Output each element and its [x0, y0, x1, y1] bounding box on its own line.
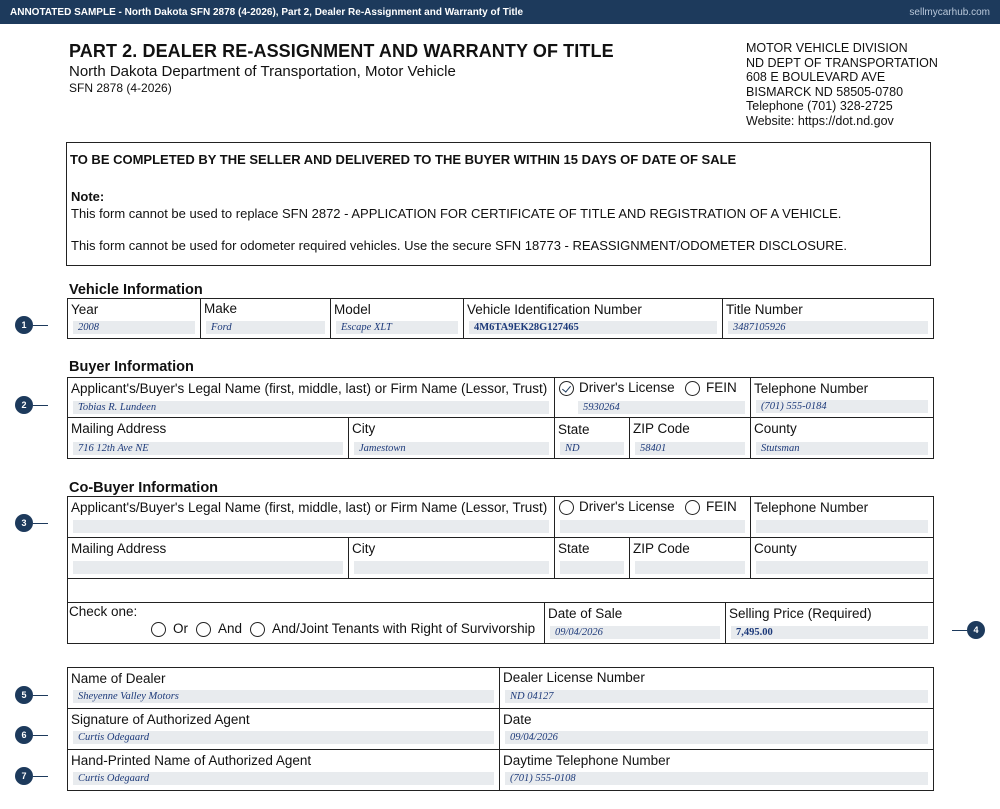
note-line-1: This form cannot be used to replace SFN 2872 - APPLICATION FOR CERTIFICATE OF TITLE AND REGISTRATION OF A VEHICLE. — [71, 206, 842, 221]
model-label: Model — [334, 302, 371, 317]
printed-name-field[interactable]: Curtis Odegaard — [73, 772, 494, 785]
make-cell — [201, 299, 331, 339]
dealer-phone-label: Daytime Telephone Number — [503, 753, 671, 768]
buyer-fein-radio[interactable] — [685, 381, 700, 396]
cobuyer-address-cell — [68, 538, 349, 579]
notice-heading: TO BE COMPLETED BY THE SELLER AND DELIVERED TO THE BUYER WITHIN 15 DAYS OF DATE OF SALE — [70, 152, 737, 167]
cobuyer-phone-field[interactable] — [756, 520, 928, 533]
title-number-field[interactable]: 3487105926 — [728, 321, 928, 334]
cobuyer-phone-cell — [751, 497, 934, 538]
form-number: SFN 2878 (4-2026) — [69, 81, 172, 95]
cobuyer-name-cell — [68, 497, 555, 538]
buyer-phone-cell — [751, 378, 934, 418]
fein-label: FEIN — [706, 380, 737, 395]
ownership-cell — [68, 603, 545, 644]
buyer-drivers-license-radio[interactable] — [559, 381, 574, 396]
selling-price-label: Selling Price (Required) — [729, 606, 872, 621]
buyer-county-cell — [751, 418, 934, 459]
cobuyer-county-cell — [751, 538, 934, 579]
buyer-phone-field[interactable]: (701) 555-0184 — [756, 400, 928, 413]
printed-name-label: Hand-Printed Name of Authorized Agent — [71, 753, 312, 768]
banner-title: ANNOTATED SAMPLE - North Dakota SFN 2878 (4-2026), Part 2, Dealer Re-Assignment and Warranty of Title — [10, 7, 524, 18]
cobuyer-name-field[interactable] — [73, 520, 549, 533]
annotation-marker-4: 4 — [967, 621, 985, 639]
ownership-and-label: And — [218, 621, 243, 636]
cobuyer-county-label: County — [754, 541, 797, 556]
buyer-state-cell — [555, 418, 630, 459]
title-number-cell — [723, 299, 934, 339]
address-line: Website: https://dot.nd.gov — [746, 113, 894, 128]
cobuyer-address-field[interactable] — [73, 561, 343, 574]
vin-label: Vehicle Identification Number — [467, 302, 642, 317]
annotation-leader — [33, 695, 48, 696]
buyer-city-field[interactable]: Jamestown — [354, 442, 549, 455]
form-title: PART 2. DEALER RE-ASSIGNMENT AND WARRANTY OF TITLE — [69, 41, 614, 61]
annotation-marker-7: 7 — [15, 767, 33, 785]
annotation-marker-5: 5 — [15, 686, 33, 704]
fein-label: FEIN — [706, 499, 737, 514]
dealer-date-cell — [500, 709, 934, 750]
annotation-leader — [33, 776, 48, 777]
ownership-and-radio[interactable] — [196, 622, 211, 637]
cobuyer-state-field[interactable] — [560, 561, 624, 574]
address-line: MOTOR VEHICLE DIVISION — [746, 41, 908, 55]
dealer-license-label: Dealer License Number — [503, 670, 645, 685]
selling-price-cell — [726, 603, 934, 644]
cobuyer-state-cell — [555, 538, 630, 579]
buyer-county-field[interactable]: Stutsman — [756, 442, 928, 455]
cobuyer-address-label: Mailing Address — [71, 541, 167, 556]
cobuyer-drivers-license-radio[interactable] — [559, 500, 574, 515]
top-banner — [0, 0, 1000, 24]
title-number-label: Title Number — [726, 302, 803, 317]
cobuyer-id-cell — [555, 497, 751, 538]
date-of-sale-cell — [545, 603, 726, 644]
drivers-license-label: Driver's License — [579, 499, 675, 514]
buyer-name-cell — [68, 378, 555, 418]
dealer-name-field[interactable]: Sheyenne Valley Motors — [73, 690, 494, 703]
vin-field[interactable]: 4M6TA9EK28G127465 — [469, 321, 717, 334]
cobuyer-city-label: City — [352, 541, 376, 556]
model-field[interactable]: Escape XLT — [336, 321, 458, 334]
annotation-leader — [33, 325, 48, 326]
date-of-sale-field[interactable]: 09/04/2026 — [550, 626, 720, 639]
annotation-marker-1: 1 — [15, 316, 33, 334]
drivers-license-label: Driver's License — [579, 380, 675, 395]
dealer-name-label: Name of Dealer — [71, 671, 166, 686]
buyer-address-field[interactable]: 716 12th Ave NE — [73, 442, 343, 455]
buyer-city-cell — [349, 418, 555, 459]
buyer-county-label: County — [754, 421, 797, 436]
notice-box — [66, 142, 931, 266]
dealer-license-cell — [500, 668, 934, 709]
annotation-marker-6: 6 — [15, 726, 33, 744]
cobuyer-county-field[interactable] — [756, 561, 928, 574]
vin-cell — [464, 299, 723, 339]
date-of-sale-label: Date of Sale — [548, 606, 623, 621]
make-label: Make — [204, 301, 238, 316]
buyer-city-label: City — [352, 421, 376, 436]
buyer-zip-label: ZIP Code — [633, 421, 690, 436]
cobuyer-name-label: Applicant's/Buyer's Legal Name (first, middle, last) or Firm Name (Lessor, Trust) — [71, 500, 548, 515]
agency-address — [746, 41, 938, 128]
printed-name-cell — [68, 750, 500, 791]
buyer-id-cell — [555, 378, 751, 418]
cobuyer-zip-cell — [630, 538, 751, 579]
buyer-section-title: Buyer Information — [69, 359, 194, 375]
address-line: ND DEPT OF TRANSPORTATION — [746, 55, 938, 70]
buyer-name-field[interactable]: Tobias R. Lundeen — [73, 401, 549, 414]
year-field[interactable]: 2008 — [73, 321, 195, 334]
buyer-state-label: State — [558, 422, 590, 437]
cobuyer-table — [67, 496, 934, 644]
annotation-leader — [33, 523, 48, 524]
dealer-date-field[interactable]: 09/04/2026 — [505, 731, 928, 744]
buyer-zip-field[interactable]: 58401 — [635, 442, 745, 455]
address-line: 608 E BOULEVARD AVE — [746, 70, 886, 84]
ownership-or-label: Or — [173, 621, 188, 636]
model-cell — [331, 299, 464, 339]
annotation-leader — [33, 735, 48, 736]
buyer-state-field[interactable]: ND — [560, 442, 624, 455]
address-line: Telephone (701) 328-2725 — [746, 99, 893, 113]
form-subtitle: North Dakota Department of Transportation, Motor Vehicle — [69, 63, 456, 80]
signature-label: Signature of Authorized Agent — [71, 712, 250, 727]
dealer-table — [67, 667, 934, 791]
cobuyer-city-cell — [349, 538, 555, 579]
ownership-joint-radio[interactable] — [250, 622, 265, 637]
vehicle-section-title: Vehicle Information — [69, 282, 203, 298]
cobuyer-state-label: State — [558, 541, 590, 556]
buyer-name-label: Applicant's/Buyer's Legal Name (first, middle, last) or Firm Name (Lessor, Trust) — [71, 381, 548, 396]
buyer-zip-cell — [630, 418, 751, 459]
cobuyer-city-field[interactable] — [354, 561, 549, 574]
cobuyer-zip-label: ZIP Code — [633, 541, 690, 556]
cobuyer-blank-row — [68, 579, 934, 603]
buyer-table — [67, 377, 934, 459]
cobuyer-id-field[interactable] — [560, 520, 745, 533]
note-line-2: This form cannot be used for odometer required vehicles. Use the secure SFN 18773 - REASSIGNMENT/ODOMETER DISCLOSURE. — [71, 238, 847, 253]
cobuyer-phone-label: Telephone Number — [754, 500, 869, 515]
ownership-joint-label: And/Joint Tenants with Right of Survivorship — [272, 621, 536, 636]
annotation-marker-2: 2 — [15, 396, 33, 414]
address-line: BISMARCK ND 58505-0780 — [746, 84, 904, 99]
dealer-phone-field[interactable]: (701) 555-0108 — [505, 772, 928, 785]
signature-cell — [68, 709, 500, 750]
dealer-phone-cell — [500, 750, 934, 791]
buyer-id-field[interactable]: 5930264 — [578, 401, 745, 414]
dealer-name-cell — [68, 668, 500, 709]
check-one-label: Check one: — [69, 604, 138, 619]
year-cell — [68, 299, 201, 339]
buyer-address-cell — [68, 418, 349, 459]
dealer-license-field[interactable]: ND 04127 — [505, 690, 928, 703]
annotation-leader — [33, 405, 48, 406]
buyer-address-label: Mailing Address — [71, 421, 167, 436]
make-field[interactable]: Ford — [206, 321, 325, 334]
selling-price-field[interactable]: 7,495.00 — [731, 626, 928, 639]
annotation-leader — [952, 630, 967, 631]
note-label: Note: — [71, 189, 105, 204]
dealer-date-label: Date — [503, 712, 532, 727]
banner-site: sellmycarhub.com — [909, 7, 990, 18]
year-label: Year — [71, 302, 99, 317]
annotation-marker-3: 3 — [15, 514, 33, 532]
ownership-or-radio[interactable] — [151, 622, 166, 637]
signature-field[interactable]: Curtis Odegaard — [73, 731, 494, 744]
cobuyer-zip-field[interactable] — [635, 561, 745, 574]
cobuyer-section-title: Co-Buyer Information — [69, 480, 219, 496]
buyer-phone-label: Telephone Number — [754, 381, 869, 396]
cobuyer-fein-radio[interactable] — [685, 500, 700, 515]
vehicle-table — [67, 298, 934, 339]
